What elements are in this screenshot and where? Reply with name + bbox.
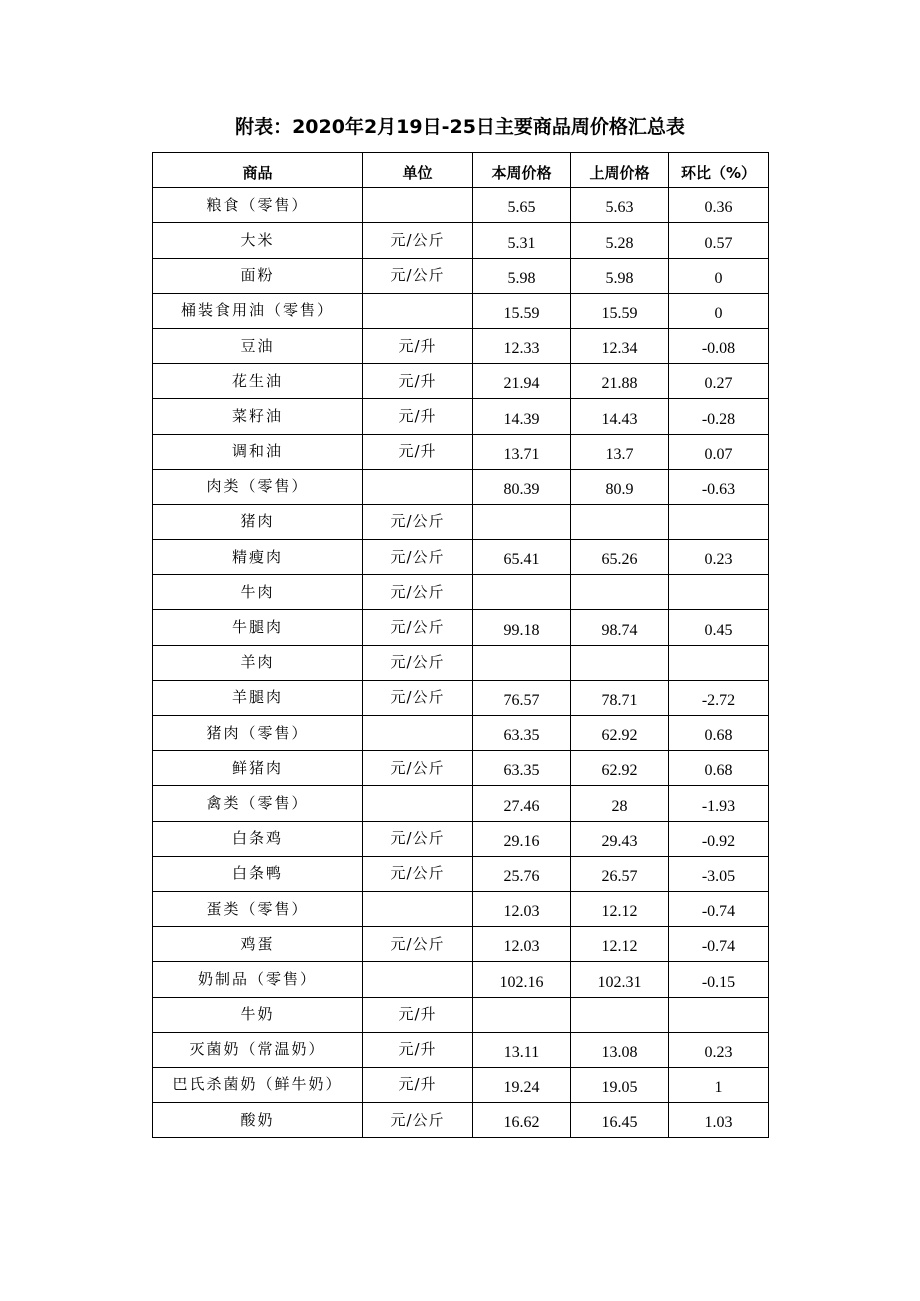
cell-previous-price: 98.74	[571, 610, 669, 645]
cell-current-price: 13.11	[473, 1032, 571, 1067]
cell-change-percent: -0.63	[669, 469, 769, 504]
cell-change-percent: 0.27	[669, 364, 769, 399]
cell-item: 调和油	[153, 434, 363, 469]
cell-change-percent	[669, 645, 769, 680]
cell-unit: 元/升	[363, 364, 473, 399]
cell-previous-price: 5.63	[571, 188, 669, 223]
table-row	[153, 786, 769, 821]
header-previous-price: 上周价格	[571, 153, 669, 188]
cell-current-price: 19.24	[473, 1067, 571, 1102]
cell-previous-price: 14.43	[571, 399, 669, 434]
cell-unit: 元/公斤	[363, 751, 473, 786]
table-row	[153, 223, 769, 258]
cell-current-price: 80.39	[473, 469, 571, 504]
cell-item: 大米	[153, 223, 363, 258]
cell-previous-price: 12.12	[571, 927, 669, 962]
cell-change-percent: 1	[669, 1067, 769, 1102]
table-row	[153, 1067, 769, 1102]
cell-previous-price: 16.45	[571, 1103, 669, 1138]
cell-item: 牛腿肉	[153, 610, 363, 645]
cell-current-price: 27.46	[473, 786, 571, 821]
cell-unit: 元/公斤	[363, 856, 473, 891]
cell-previous-price	[571, 997, 669, 1032]
table-row	[153, 716, 769, 751]
cell-change-percent: -3.05	[669, 856, 769, 891]
cell-item: 鸡蛋	[153, 927, 363, 962]
table-row	[153, 540, 769, 575]
cell-change-percent: 0.57	[669, 223, 769, 258]
header-unit: 单位	[363, 153, 473, 188]
cell-item: 灭菌奶（常温奶）	[153, 1032, 363, 1067]
cell-change-percent: -2.72	[669, 680, 769, 715]
header-item: 商品	[153, 153, 363, 188]
cell-previous-price: 65.26	[571, 540, 669, 575]
cell-unit: 元/公斤	[363, 645, 473, 680]
table-row	[153, 645, 769, 680]
cell-item: 猪肉	[153, 504, 363, 539]
table-row	[153, 328, 769, 363]
price-summary-table	[152, 152, 769, 1138]
cell-current-price: 21.94	[473, 364, 571, 399]
cell-unit: 元/升	[363, 399, 473, 434]
table-body	[153, 188, 769, 1138]
cell-unit: 元/公斤	[363, 223, 473, 258]
cell-item: 菜籽油	[153, 399, 363, 434]
cell-change-percent: 0.23	[669, 540, 769, 575]
cell-change-percent: -0.28	[669, 399, 769, 434]
cell-current-price	[473, 997, 571, 1032]
table-row	[153, 399, 769, 434]
cell-current-price: 12.33	[473, 328, 571, 363]
cell-current-price: 63.35	[473, 751, 571, 786]
cell-change-percent: 0.68	[669, 716, 769, 751]
table-header-row	[153, 153, 769, 188]
cell-current-price: 63.35	[473, 716, 571, 751]
table-row	[153, 856, 769, 891]
cell-unit: 元/公斤	[363, 610, 473, 645]
cell-item: 酸奶	[153, 1103, 363, 1138]
cell-unit	[363, 188, 473, 223]
cell-previous-price: 62.92	[571, 751, 669, 786]
table-row	[153, 1032, 769, 1067]
cell-previous-price: 19.05	[571, 1067, 669, 1102]
cell-current-price: 15.59	[473, 293, 571, 328]
cell-unit	[363, 293, 473, 328]
cell-current-price	[473, 504, 571, 539]
table-row	[153, 997, 769, 1032]
cell-item: 肉类（零售）	[153, 469, 363, 504]
cell-current-price: 12.03	[473, 927, 571, 962]
table-row	[153, 575, 769, 610]
cell-current-price: 29.16	[473, 821, 571, 856]
cell-unit	[363, 891, 473, 926]
cell-previous-price: 12.12	[571, 891, 669, 926]
cell-item: 白条鸡	[153, 821, 363, 856]
cell-change-percent: 0	[669, 258, 769, 293]
cell-current-price	[473, 645, 571, 680]
cell-change-percent: 0.23	[669, 1032, 769, 1067]
cell-item: 禽类（零售）	[153, 786, 363, 821]
cell-change-percent: 1.03	[669, 1103, 769, 1138]
cell-change-percent: 0.68	[669, 751, 769, 786]
cell-unit: 元/公斤	[363, 1103, 473, 1138]
cell-unit	[363, 962, 473, 997]
cell-current-price: 13.71	[473, 434, 571, 469]
cell-previous-price	[571, 575, 669, 610]
table-row	[153, 891, 769, 926]
table-row	[153, 434, 769, 469]
cell-change-percent	[669, 575, 769, 610]
cell-unit	[363, 716, 473, 751]
cell-current-price: 16.62	[473, 1103, 571, 1138]
cell-item: 羊腿肉	[153, 680, 363, 715]
cell-current-price: 14.39	[473, 399, 571, 434]
cell-unit: 元/升	[363, 1067, 473, 1102]
cell-item: 猪肉（零售）	[153, 716, 363, 751]
table-row	[153, 680, 769, 715]
cell-item: 牛肉	[153, 575, 363, 610]
cell-unit: 元/升	[363, 1032, 473, 1067]
cell-current-price: 76.57	[473, 680, 571, 715]
table-row	[153, 821, 769, 856]
cell-previous-price	[571, 645, 669, 680]
table-row	[153, 258, 769, 293]
table-row	[153, 188, 769, 223]
table-row	[153, 504, 769, 539]
cell-previous-price: 80.9	[571, 469, 669, 504]
cell-change-percent: 0.36	[669, 188, 769, 223]
cell-change-percent: -1.93	[669, 786, 769, 821]
cell-change-percent	[669, 504, 769, 539]
cell-item: 粮食（零售）	[153, 188, 363, 223]
cell-unit: 元/公斤	[363, 258, 473, 293]
cell-item: 蛋类（零售）	[153, 891, 363, 926]
cell-unit: 元/公斤	[363, 575, 473, 610]
table-row	[153, 293, 769, 328]
cell-unit: 元/公斤	[363, 504, 473, 539]
cell-previous-price: 78.71	[571, 680, 669, 715]
cell-unit: 元/公斤	[363, 540, 473, 575]
cell-current-price: 102.16	[473, 962, 571, 997]
cell-previous-price: 21.88	[571, 364, 669, 399]
cell-previous-price: 62.92	[571, 716, 669, 751]
cell-previous-price	[571, 504, 669, 539]
cell-previous-price: 28	[571, 786, 669, 821]
cell-unit: 元/升	[363, 328, 473, 363]
table-row	[153, 927, 769, 962]
cell-previous-price: 15.59	[571, 293, 669, 328]
table-row	[153, 364, 769, 399]
cell-current-price: 12.03	[473, 891, 571, 926]
cell-item: 羊肉	[153, 645, 363, 680]
cell-previous-price: 13.7	[571, 434, 669, 469]
cell-previous-price: 12.34	[571, 328, 669, 363]
cell-previous-price: 13.08	[571, 1032, 669, 1067]
cell-change-percent: -0.15	[669, 962, 769, 997]
cell-current-price: 65.41	[473, 540, 571, 575]
table-row	[153, 962, 769, 997]
cell-item: 奶制品（零售）	[153, 962, 363, 997]
cell-item: 花生油	[153, 364, 363, 399]
cell-change-percent: -0.74	[669, 891, 769, 926]
cell-unit: 元/公斤	[363, 821, 473, 856]
cell-item: 面粉	[153, 258, 363, 293]
cell-change-percent: -0.08	[669, 328, 769, 363]
cell-item: 巴氏杀菌奶（鲜牛奶）	[153, 1067, 363, 1102]
cell-item: 豆油	[153, 328, 363, 363]
cell-current-price: 5.31	[473, 223, 571, 258]
table-row	[153, 469, 769, 504]
cell-previous-price: 102.31	[571, 962, 669, 997]
cell-current-price	[473, 575, 571, 610]
table-row	[153, 1103, 769, 1138]
cell-change-percent: -0.92	[669, 821, 769, 856]
cell-unit: 元/公斤	[363, 680, 473, 715]
cell-unit	[363, 469, 473, 504]
cell-item: 牛奶	[153, 997, 363, 1032]
cell-previous-price: 26.57	[571, 856, 669, 891]
cell-item: 精瘦肉	[153, 540, 363, 575]
cell-previous-price: 5.28	[571, 223, 669, 258]
header-change-percent: 环比（%）	[669, 153, 769, 188]
cell-item: 鲜猪肉	[153, 751, 363, 786]
document-title: 附表：2020年2月19日-25日主要商品周价格汇总表	[235, 116, 685, 138]
table-row	[153, 610, 769, 645]
cell-previous-price: 5.98	[571, 258, 669, 293]
cell-unit: 元/升	[363, 434, 473, 469]
cell-change-percent: 0.45	[669, 610, 769, 645]
header-current-price: 本周价格	[473, 153, 571, 188]
cell-item: 白条鸭	[153, 856, 363, 891]
cell-change-percent: 0	[669, 293, 769, 328]
cell-unit	[363, 786, 473, 821]
table-row	[153, 751, 769, 786]
cell-previous-price: 29.43	[571, 821, 669, 856]
cell-current-price: 5.98	[473, 258, 571, 293]
cell-change-percent	[669, 997, 769, 1032]
cell-change-percent: 0.07	[669, 434, 769, 469]
cell-item: 桶装食用油（零售）	[153, 293, 363, 328]
cell-current-price: 99.18	[473, 610, 571, 645]
cell-change-percent: -0.74	[669, 927, 769, 962]
cell-current-price: 5.65	[473, 188, 571, 223]
cell-unit: 元/升	[363, 997, 473, 1032]
cell-current-price: 25.76	[473, 856, 571, 891]
cell-unit: 元/公斤	[363, 927, 473, 962]
